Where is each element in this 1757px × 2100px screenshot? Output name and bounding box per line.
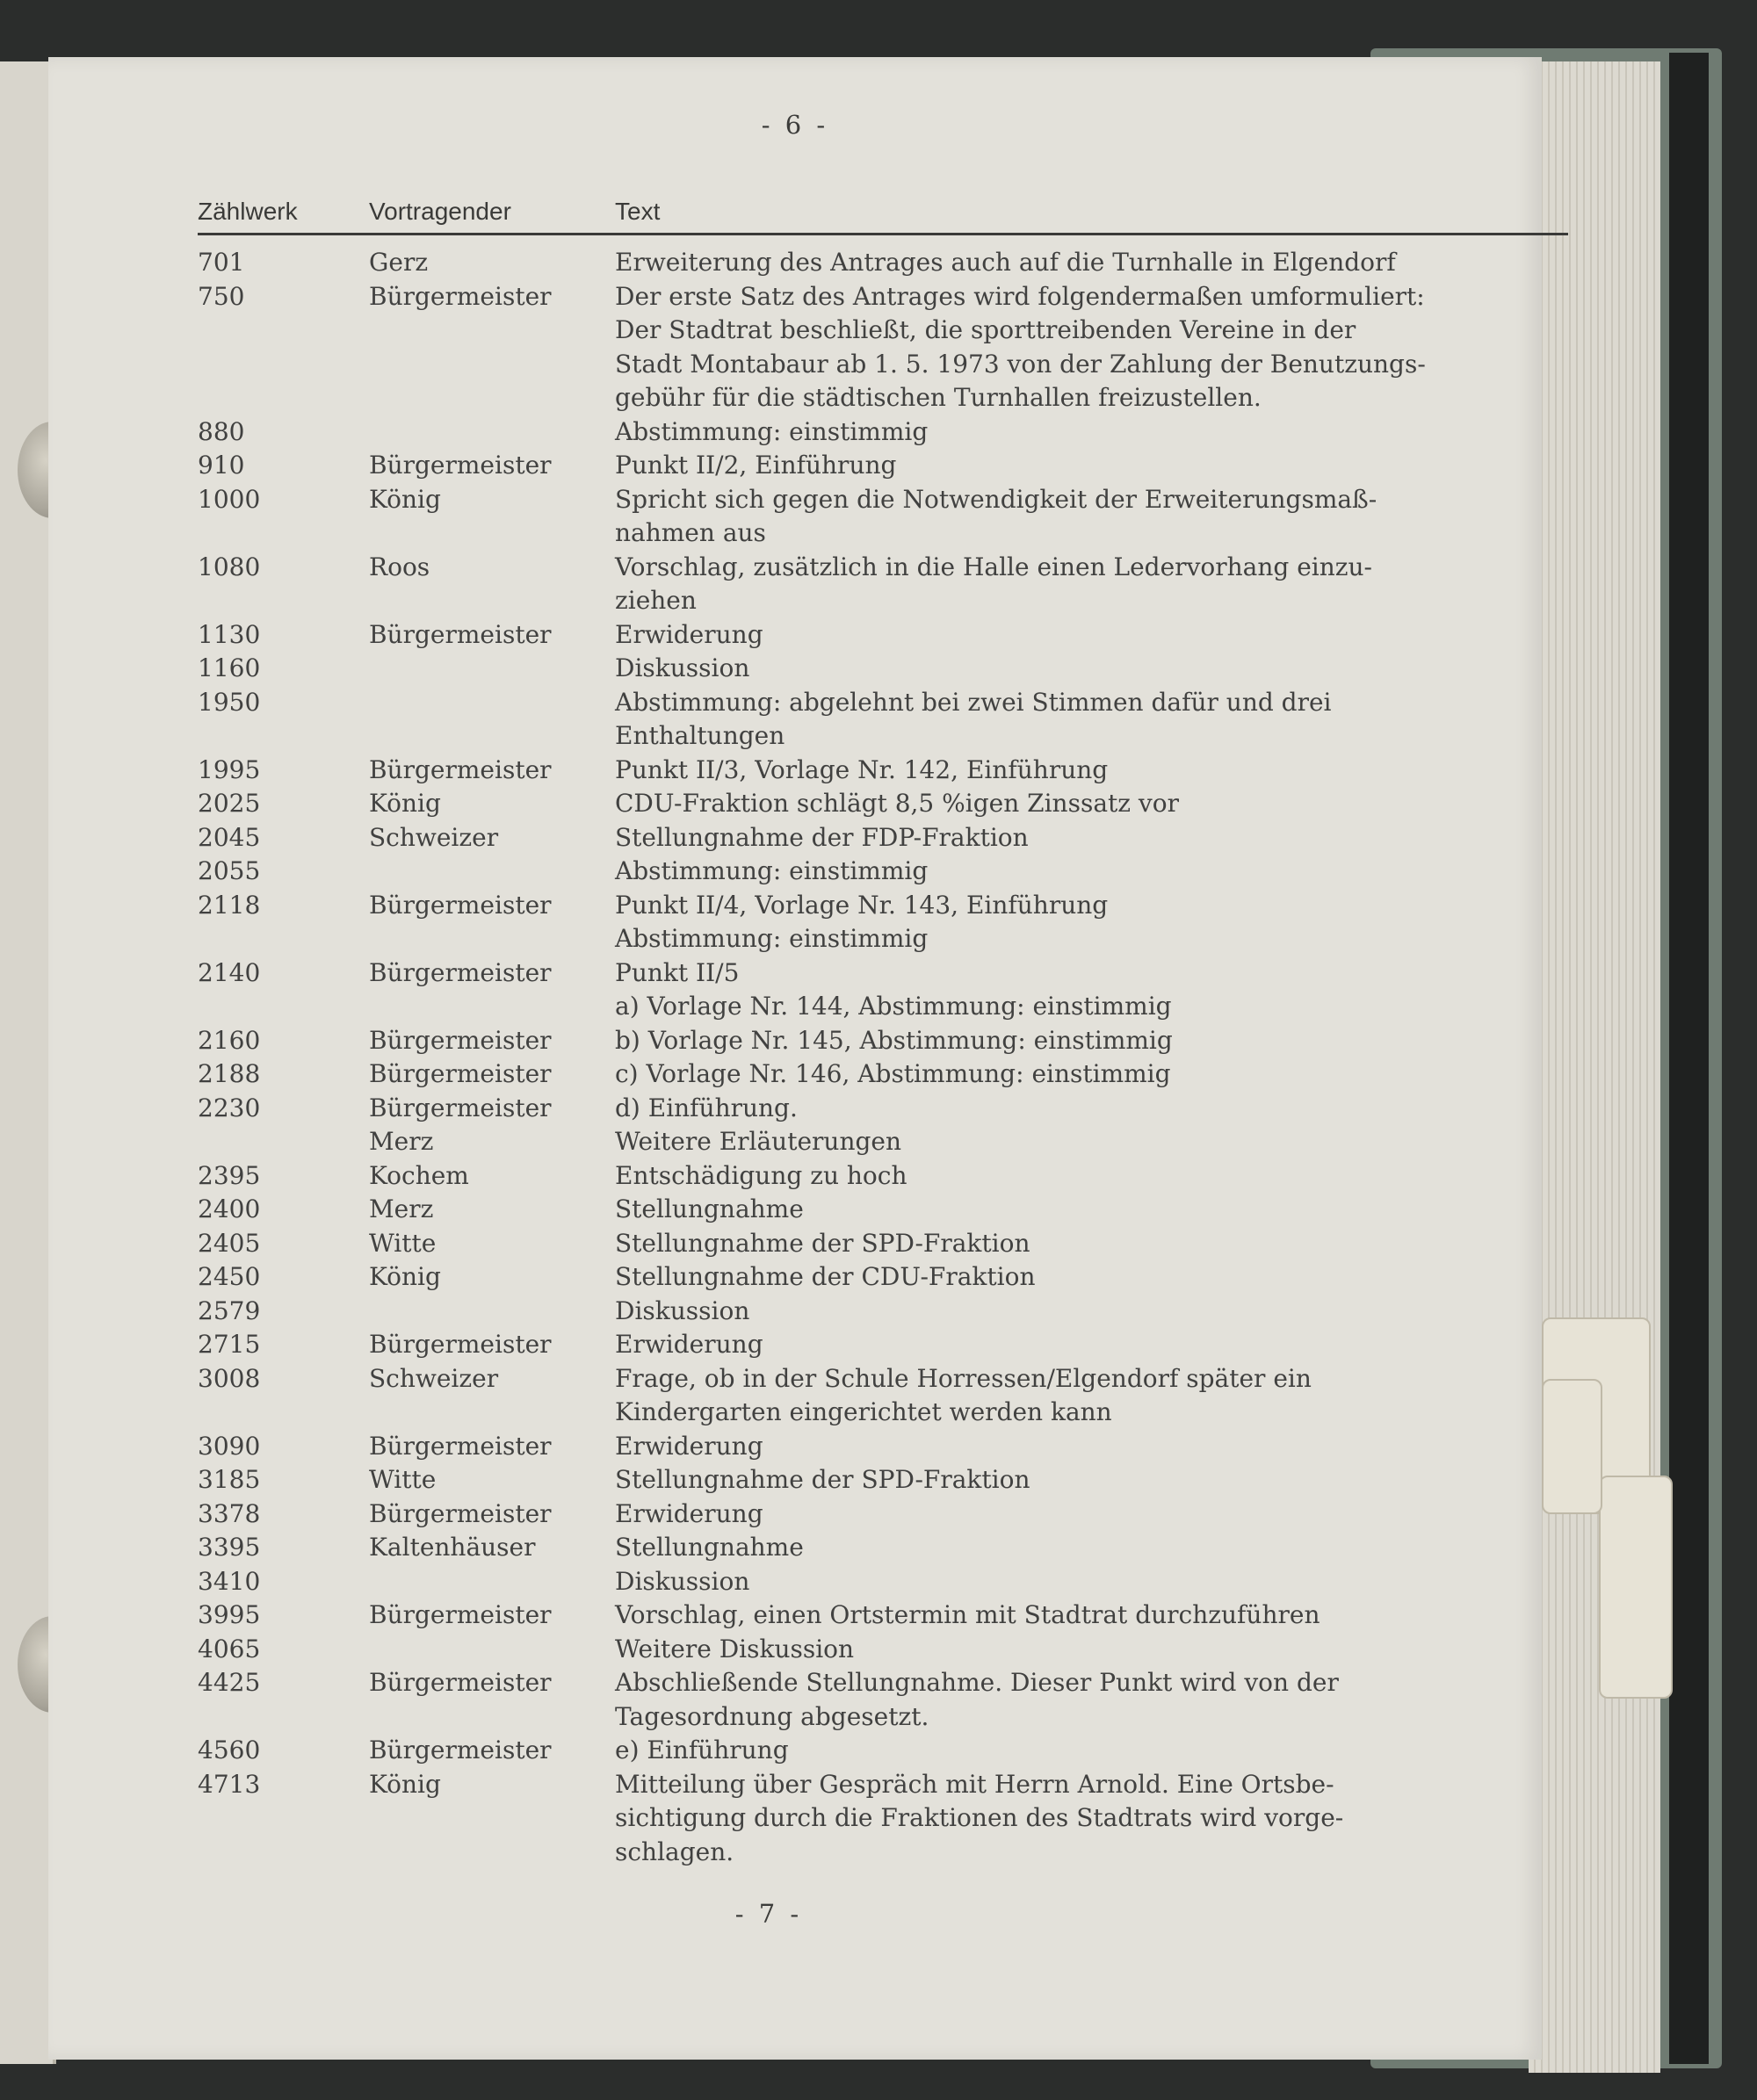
counter-cell: 4425 [198,1668,261,1697]
text-line: Diskussion [615,653,750,682]
text-cell [615,1565,1568,1599]
text-line: Erwiderung [615,1498,763,1528]
text-line: gebühr für die städtischen Turnhallen freizustellen. [615,383,1262,412]
table-row [198,551,1568,618]
speaker-cell: Kaltenhäuser [369,1533,536,1562]
text-line: Der erste Satz des Antrages wird folgendermaßen umformuliert: [615,281,1425,311]
text-cell [615,1531,1568,1565]
counter-cell: 2715 [198,1330,261,1359]
table-row [198,1260,1568,1295]
text-line: Erwiderung [615,1431,763,1461]
table-row [198,787,1568,821]
speaker-cell: Schweizer [369,822,499,852]
text-line: Erwiderung [615,1330,763,1359]
text-cell [615,1092,1568,1126]
text-cell [615,787,1568,821]
table-row [198,652,1568,686]
speaker-cell: Bürgermeister [369,1736,552,1764]
table-row [198,449,1568,483]
table-row [198,1463,1568,1497]
counter-cell: 3185 [198,1465,261,1494]
text-line: Stellungnahme der SPD-Fraktion [615,1465,1030,1494]
speaker-cell: König [369,789,441,818]
text-cell [615,1633,1568,1667]
speaker-cell: König [369,484,441,514]
text-line: schlagen. [615,1837,734,1866]
text-cell [615,1295,1568,1329]
text-line: Vorschlag, zusätzlich in die Halle einen Ledervorhang einzu- [615,552,1373,581]
speaker-cell: Bürgermeister [369,1498,552,1528]
text-line: Stellungnahme [615,1194,804,1223]
header-counter: Zählwerk [198,198,298,225]
table-row [198,855,1568,889]
counter-cell: 1000 [198,484,261,514]
counter-cell: 1160 [198,653,261,682]
speaker-cell: Merz [369,1194,434,1223]
text-line: b) Vorlage Nr. 145, Abstimmung: einstimmig [615,1025,1173,1055]
speaker-cell: Bürgermeister [369,1059,552,1088]
text-line: nahmen aus [615,518,766,547]
table-header [198,198,1568,235]
text-line: Stadt Montabaur ab 1. 5. 1973 von der Zahlung der Benutzungs- [615,349,1426,379]
text-line: c) Vorlage Nr. 146, Abstimmung: einstimmig [615,1059,1171,1088]
document-page [48,57,1542,2060]
counter-cell: 4560 [198,1736,261,1764]
table-row [198,246,1568,280]
counter-cell: 2055 [198,856,261,885]
counter-cell: 2395 [198,1160,261,1190]
table-row [198,1497,1568,1532]
text-cell [615,1768,1568,1870]
text-line: Abschließende Stellungnahme. Dieser Punkt wird von der [615,1668,1339,1697]
speaker-cell: Witte [369,1465,437,1494]
text-line: Punkt II/2, Einführung [615,451,897,480]
text-line: Mitteilung über Gespräch mit Herrn Arnold. Eine Ortsbe- [615,1769,1334,1799]
speaker-cell: König [369,1769,441,1799]
speaker-cell: Bürgermeister [369,890,552,920]
text-cell [615,1159,1568,1194]
text-line: Abstimmung: einstimmig [615,416,929,446]
text-cell [615,551,1568,618]
speaker-cell: Bürgermeister [369,281,552,311]
text-line: Stellungnahme der CDU-Fraktion [615,1262,1036,1291]
text-line: sichtigung durch die Fraktionen des Stadtrats wird vorge- [615,1803,1344,1832]
table-row [198,483,1568,551]
binder-spine-edge [1669,53,1709,2064]
speaker-cell: Bürgermeister [369,1330,552,1359]
text-line: Kindergarten eingerichtet werden kann [615,1397,1112,1426]
speaker-cell: Merz [369,1127,434,1156]
text-cell [615,686,1568,754]
text-line: Erwiderung [615,619,763,649]
text-line: Entschädigung zu hoch [615,1160,907,1190]
table-row [198,1092,1568,1126]
counter-cell: 2118 [198,890,261,920]
text-line: a) Vorlage Nr. 144, Abstimmung: einstimmig [615,992,1172,1021]
speaker-cell: König [369,1262,441,1291]
text-cell [615,754,1568,788]
text-line: Tagesordnung abgesetzt. [615,1701,929,1731]
text-cell [615,1362,1568,1430]
text-line: Punkt II/5 [615,957,740,987]
counter-cell: 3378 [198,1498,261,1528]
text-line: Stellungnahme der FDP-Fraktion [615,822,1029,852]
table-row [198,1430,1568,1464]
counter-cell: 3995 [198,1600,261,1629]
counter-cell: 1995 [198,754,261,784]
table-row [198,686,1568,754]
text-cell [615,1024,1568,1058]
minutes-table [198,246,1568,1869]
text-cell [615,1598,1568,1633]
speaker-cell: Schweizer [369,1363,499,1393]
text-line: d) Einführung. [615,1093,798,1122]
speaker-cell: Kochem [369,1160,469,1190]
text-cell [615,1193,1568,1227]
table-row [198,1666,1568,1734]
table-row [198,1295,1568,1329]
text-cell [615,1430,1568,1464]
text-cell [615,449,1568,483]
speaker-cell: Bürgermeister [369,619,552,649]
text-cell [615,956,1568,1024]
counter-cell: 2025 [198,789,261,818]
text-cell [615,1260,1568,1295]
counter-cell: 910 [198,451,245,480]
text-cell [615,618,1568,653]
counter-cell: 3090 [198,1431,261,1461]
text-cell [615,415,1568,450]
table-row [198,821,1568,855]
text-line: ziehen [615,586,697,615]
text-cell [615,652,1568,686]
text-line: Der Stadtrat beschließt, die sporttreibenden Vereine in der [615,315,1356,344]
text-cell [615,855,1568,889]
counter-cell: 1130 [198,619,261,649]
table-row [198,956,1568,1024]
text-line: Abstimmung: abgelehnt bei zwei Stimmen dafür und drei [615,687,1332,717]
text-line: Stellungnahme der SPD-Fraktion [615,1228,1030,1258]
counter-cell: 2230 [198,1093,261,1122]
counter-cell: 2405 [198,1228,261,1258]
table-row [198,1024,1568,1058]
text-line: Weitere Erläuterungen [615,1127,902,1156]
text-cell [615,1497,1568,1532]
counter-cell: 4065 [198,1634,261,1663]
table-row [198,1227,1568,1261]
table-row [198,618,1568,653]
text-line: Diskussion [615,1295,750,1325]
counter-cell: 1080 [198,552,261,581]
text-cell [615,1666,1568,1734]
counter-cell: 3395 [198,1533,261,1562]
counter-cell: 701 [198,248,245,277]
table-row [198,1768,1568,1870]
text-cell [615,1125,1568,1159]
counter-cell: 4713 [198,1769,261,1799]
text-line: CDU-Fraktion schlägt 8,5 %igen Zinssatz vor [615,789,1179,818]
table-row [198,280,1568,415]
counter-cell: 2160 [198,1025,261,1055]
text-line: Punkt II/3, Vorlage Nr. 142, Einführung [615,754,1109,784]
text-line: Weitere Diskussion [615,1634,855,1663]
table-row [198,754,1568,788]
speaker-cell: Gerz [369,248,429,277]
text-line: Vorschlag, einen Ortstermin mit Stadtrat durchzuführen [615,1600,1320,1629]
index-tab [1599,1476,1673,1699]
counter-cell: 2188 [198,1059,261,1088]
text-line: Spricht sich gegen die Notwendigkeit der Erweiterungsmaß- [615,484,1377,514]
text-line: Stellungnahme [615,1533,804,1562]
text-cell [615,821,1568,855]
header-text: Text [615,198,661,225]
text-cell [615,1328,1568,1362]
text-cell [615,889,1568,956]
text-cell [615,1463,1568,1497]
speaker-cell: Bürgermeister [369,1600,552,1629]
text-cell [615,1227,1568,1261]
counter-cell: 3008 [198,1363,261,1393]
text-line: Punkt II/4, Vorlage Nr. 143, Einführung [615,890,1109,920]
speaker-cell: Bürgermeister [369,1093,552,1122]
header-speaker: Vortragender [369,198,511,225]
text-line: Diskussion [615,1566,750,1596]
text-cell [615,1734,1568,1768]
text-line: Abstimmung: einstimmig [615,856,929,885]
counter-cell: 2140 [198,957,261,987]
table-row [198,889,1568,956]
table-row [198,1057,1568,1092]
speaker-cell: Roos [369,552,430,581]
speaker-cell: Bürgermeister [369,1668,552,1697]
speaker-cell: Bürgermeister [369,754,552,784]
table-row [198,415,1568,450]
speaker-cell: Witte [369,1228,437,1258]
speaker-cell: Bürgermeister [369,451,552,480]
speaker-cell: Bürgermeister [369,1431,552,1461]
counter-cell: 750 [198,281,245,311]
text-line: e) Einführung [615,1736,789,1764]
counter-cell: 2045 [198,822,261,852]
text-line: Frage, ob in der Schule Horressen/Elgendorf später ein [615,1363,1312,1393]
table-row [198,1193,1568,1227]
text-line: Erweiterung des Antrages auch auf die Turnhalle in Elgendorf [615,248,1396,277]
text-cell [615,483,1568,551]
counter-cell: 880 [198,416,245,446]
table-row [198,1633,1568,1667]
text-cell [615,1057,1568,1092]
page-number-bottom: - 7 - [734,1899,803,1929]
text-cell [615,280,1568,415]
counter-cell: 2450 [198,1262,261,1291]
counter-cell: 2400 [198,1194,261,1223]
speaker-cell: Bürgermeister [369,957,552,987]
speaker-cell: Bürgermeister [369,1025,552,1055]
counter-cell: 1950 [198,687,261,717]
table-row [198,1598,1568,1633]
table-row [198,1362,1568,1430]
table-row [198,1328,1568,1362]
counter-cell: 2579 [198,1295,261,1325]
text-line: Enthaltungen [615,721,785,750]
table-row [198,1159,1568,1194]
table-row [198,1734,1568,1768]
page-number-top: - 6 - [761,110,829,140]
table-row [198,1125,1568,1159]
table-row [198,1531,1568,1565]
table-row [198,1565,1568,1599]
counter-cell: 3410 [198,1566,261,1596]
text-line: Abstimmung: einstimmig [615,924,929,953]
text-cell [615,246,1568,280]
